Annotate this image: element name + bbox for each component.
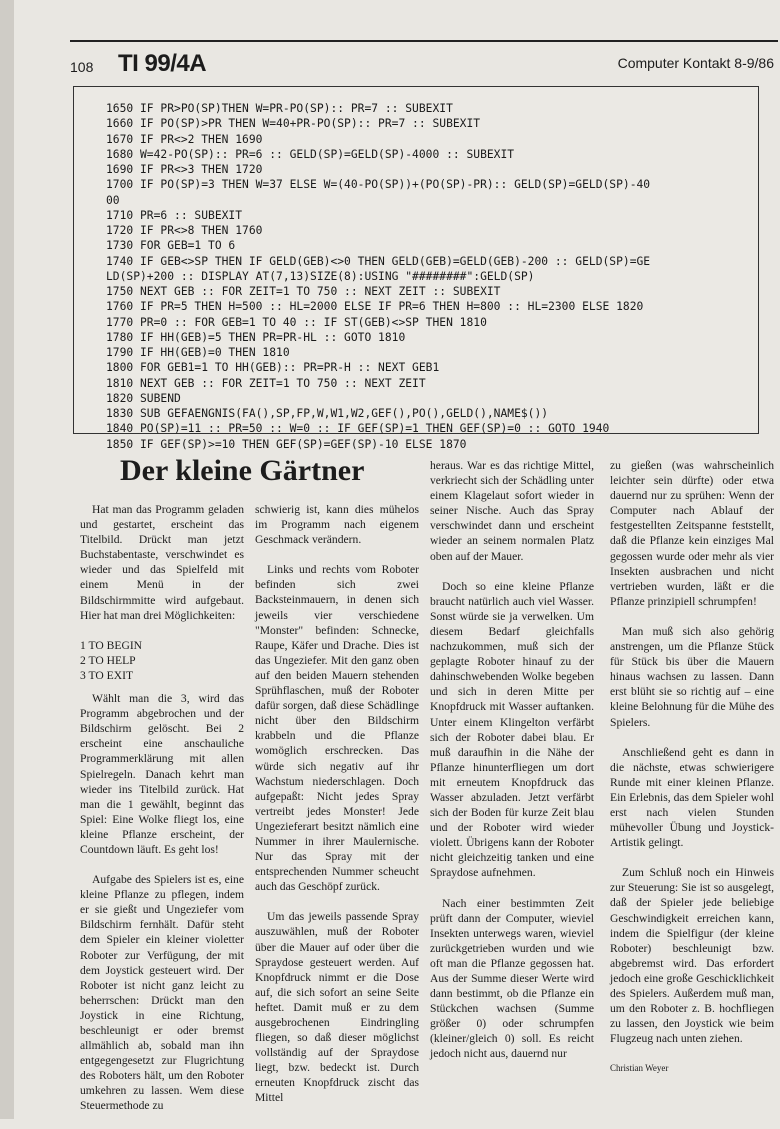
code-line: 00 <box>106 193 120 207</box>
code-line: 1660 IF PO(SP)>PR THEN W=40+PR-PO(SP):: PR=7 :: SUBEXIT <box>106 117 481 131</box>
code-listing <box>74 87 758 452</box>
code-line: 1780 IF HH(GEB)=5 THEN PR=PR-HL :: GOTO 1810 <box>106 330 406 344</box>
code-line: 1670 IF PR<>2 THEN 1690 <box>106 132 263 146</box>
code-line: 1710 PR=6 :: SUBEXIT <box>106 208 243 222</box>
header-rule <box>70 40 778 42</box>
paragraph: zu gießen (was wahrscheinlich leichter sein dürfte) oder etwa dauernd nur zu sprühen: Wenn der Computer nach Ablauf der festgestellten Zeitspanne feststellt, daß die Pflanze kein einziges Mal gegossen wurde oder mehr als vier Insekten ausbrachen und nicht vertrieben wurden, läßt er die Pflanze prinzipiell schrumpfen! <box>610 459 774 608</box>
paragraph: Anschließend geht es dann in die nächste, etwas schwierigere Runde mit einer kleinen Pflanze. Ein Erlebnis, das dem Spieler wohl erst nach vielen Stunden mühevoller Übung und Joystick-Artistik gelingt. <box>610 745 774 850</box>
menu-options-list <box>80 638 244 683</box>
paragraph: Zum Schluß noch ein Hinweis zur Steuerung: Sie ist so ausgelegt, daß der Spieler jede beliebige Geschwindigkeit erreichen kann, indem die Spielfigur (der kleine Roboter) beschleunigt bzw. abgebremst wird. Das erfordert jedoch eine große Geschicklichkeit des Spielers. Außerdem muß man, um den Roboter z. B. hochfliegen zu lassen, den Joystick wie beim Flugzeug nach unten ziehen. <box>610 866 774 1046</box>
section-title: TI 99/4A <box>118 50 207 77</box>
code-line: 1810 NEXT GEB :: FOR ZEIT=1 TO 750 :: NEXT ZEIT <box>106 376 426 390</box>
code-line: 1750 NEXT GEB :: FOR ZEIT=1 TO 750 :: NEXT ZEIT :: SUBEXIT <box>106 285 501 298</box>
code-line: 1700 IF PO(SP)=3 THEN W=37 ELSE W=(40-PO(SP))+(PO(SP)-PR):: GELD(SP)=GELD(SP)-40 <box>106 178 651 192</box>
code-line: 1840 PO(SP)=11 :: PR=50 :: W=0 :: IF GEF(SP)=1 THEN GEF(SP)=0 :: GOTO 1940 <box>106 422 610 436</box>
menu-option: 2 TO HELP <box>80 653 136 667</box>
article-title: Der kleine Gärtner <box>120 454 365 487</box>
paragraph: Nach einer bestimmten Zeit prüft dann der Computer, wieviel Insekten unterwegs waren, wieviel zurückgetrieben wurden und wie oft man die Pflanze gegossen hat. Aus der Summe dieser Werte wird dann bestimmt, ob die Pflanze ein Stückchen wachsen (Summe größer 0) oder schrumpfen (kleiner/gleich 0) soll. Es reicht jedoch nicht aus, dauernd nur <box>430 896 594 1061</box>
code-line: 1800 FOR GEB1=1 TO HH(GEB):: PR=PR-H :: NEXT GEB1 <box>106 361 440 375</box>
issue-label: Computer Kontakt 8-9/86 <box>617 55 774 71</box>
article-column-4 <box>610 458 774 1076</box>
code-line: 1650 IF PR>PO(SP)THEN W=PR-PO(SP):: PR=7 :: SUBEXIT <box>106 102 453 115</box>
code-listing-box <box>73 86 759 451</box>
paragraph: Man muß sich also gehörig anstrengen, um die Pflanze Stück für Stück bis über die Mauern hinaus wachsen zu lassen. Dann erst blüht sie so richtig auf – eine kleine Belohnung für die Mühe des Spielers. <box>610 624 774 729</box>
paragraph: Wählt man die 3, wird das Programm abgebrochen und der Bildschirm gelöscht. Bei 2 erscheint eine anschauliche Programmerklärung mit allen Spielregeln. Danach kehrt man wieder ins Titelbild zurück. Hat man die 1 gewählt, beginnt das Spiel: Eine Wolke fliegt los, eine kleine Pflanze erscheint, der Countdown läuft. Es geht los! <box>80 692 244 856</box>
code-line: 1770 PR=0 :: FOR GEB=1 TO 40 :: IF ST(GEB)<>SP THEN 1810 <box>106 315 487 329</box>
code-line: 1730 FOR GEB=1 TO 6 <box>106 239 236 253</box>
paragraph: Links und rechts vom Roboter befinden sich zwei Backsteinmauern, in denen sich jeweils vier verschiedene "Monster" befinden: Schnecke, Raupe, Käfer und Drache. Dies ist das Ungeziefer. Mit den ganz oben auf den beiden Mauern stehenden Sprühflaschen, muß der Roboter dafür sorgen, daß diese Schädlinge nicht über den Bildschirm krabbeln und die Pflanze womöglich erschrecken. Das würde sich negativ auf ihr Wachstum niederschlagen. Doch aufgepaßt: Nicht jedes Spray vertreibt jedes Monster! Jede Ungezieferart besitzt nämlich eine Nummer in ihrer Maulernische. Nur das Spray mit der entsprechenden Nummer scheucht auch das Geschöpf zurück. <box>255 563 419 894</box>
code-line: 1850 IF GEF(SP)>=10 THEN GEF(SP)=GEF(SP)-10 ELSE 1870 <box>106 437 467 451</box>
paragraph: schwierig ist, kann dies mühelos im Programm nach eigenem Geschmack verändern. <box>255 503 419 547</box>
code-line: 1790 IF HH(GEB)=0 THEN 1810 <box>106 346 290 359</box>
author-byline: Christian Weyer <box>610 1063 669 1074</box>
code-line: 1720 IF PR<>8 THEN 1760 <box>106 224 263 237</box>
page-header <box>70 50 778 77</box>
page-number: 108 <box>70 59 94 75</box>
paragraph: Aufgabe des Spielers ist es, eine kleine Pflanze zu pflegen, indem er sie gießt und Ungeziefer vom Bildschirm fernhält. Dafür steht dem Spieler ein kleiner violetter Roboter zur Verfügung, der mit dem Joystick gesteuert wird. Der Roboter ist nicht ganz leicht zu beherrschen: Drückt man den Joystick in eine Richtung, beschleunigt er oder bremst allmählich ab, sobald man ihn entgegengesetzt zur Flugrichtung des Roboters hält, um den Roboter umkehren zu lassen. Wem diese Steuermethode zu <box>80 873 244 1113</box>
article-column-1 <box>80 502 244 1129</box>
paragraph: Hat man das Programm geladen und gestartet, erscheint das Titelbild. Drückt man jetzt Buchstabentaste, verschwindet es wieder und das Spielfeld mit einem Menü in der Bildschirmmitte wird aufgebaut. Hier hat man drei Möglichkeiten: <box>80 503 244 622</box>
code-line: 1680 W=42-PO(SP):: PR=6 :: GELD(SP)=GELD(SP)-4000 :: SUBEXIT <box>106 147 515 161</box>
code-line: LD(SP)+200 :: DISPLAY AT(7,13)SIZE(8):USING "########":GELD(SP) <box>106 269 535 283</box>
code-line: 1740 IF GEB<>SP THEN IF GELD(GEB)<>0 THEN GELD(GEB)=GELD(GEB)-200 :: GELD(SP)=GE <box>106 254 651 268</box>
code-line: 1830 SUB GEFAENGNIS(FA(),SP,FP,W,W1,W2,GEF(),PO(),GELD(),NAME$()) <box>106 407 549 420</box>
menu-option: 3 TO EXIT <box>80 668 134 682</box>
paragraph: heraus. War es das richtige Mittel, verkriecht sich der Schädling unter einem Klagelaut sofort wieder in seiner Nische. Auch das Spray verschwindet dann und erscheint wieder an seinem normalen Platz oben auf der Mauer. <box>430 459 594 563</box>
paragraph: Um das jeweils passende Spray auszuwählen, muß der Roboter über die Mauer auf oder über die Spraydose gesteuert werden. Auf Knopfdruck nimmt er die Dose auf, die sich sofort an seine Seite heftet. Damit muß er zu dem ausgebrochenen Eindringling fliegen, so daß dieser möglichst vollständig auf der Spraydose liegt, bzw. bedeckt ist. Durch erneuten Knopfdruck zischt das Mittel <box>255 910 419 1105</box>
menu-option: 1 TO BEGIN <box>80 638 143 652</box>
article-column-2 <box>255 502 419 1121</box>
page-binding-edge <box>0 0 14 1119</box>
paragraph: Doch so eine kleine Pflanze braucht natürlich auch viel Wasser. Sonst würde sie ja verwelken. Um diesem Bedarf gleichfalls nachzukommen, muß sich der geplagte Roboter hinauf zu der dahinschwebenden Wolke begeben und sich in deren Mitte per Knopfdruck mit Wasser auftanken. Unter einem Klingelton verfärbt sich der Roboter dabei blau. Er muß daraufhin in die Nähe der Pflanze hinunterfliegen um dort mit erneutem Knopfdruck das Wasser abzuladen. Jetzt verfärbt sich der Boden für kurze Zeit blau und der Roboter wird wieder violett. Übrigens kann der Roboter nicht gleichzeitig tanken und eine Spraydose aufnehmen. <box>430 579 594 880</box>
article-column-3 <box>430 458 594 1077</box>
code-line: 1690 IF PR<>3 THEN 1720 <box>106 163 263 176</box>
code-line: 1760 IF PR=5 THEN H=500 :: HL=2000 ELSE IF PR=6 THEN H=800 :: HL=2300 ELSE 1820 <box>106 300 644 314</box>
code-line: 1820 SUBEND <box>106 391 181 405</box>
